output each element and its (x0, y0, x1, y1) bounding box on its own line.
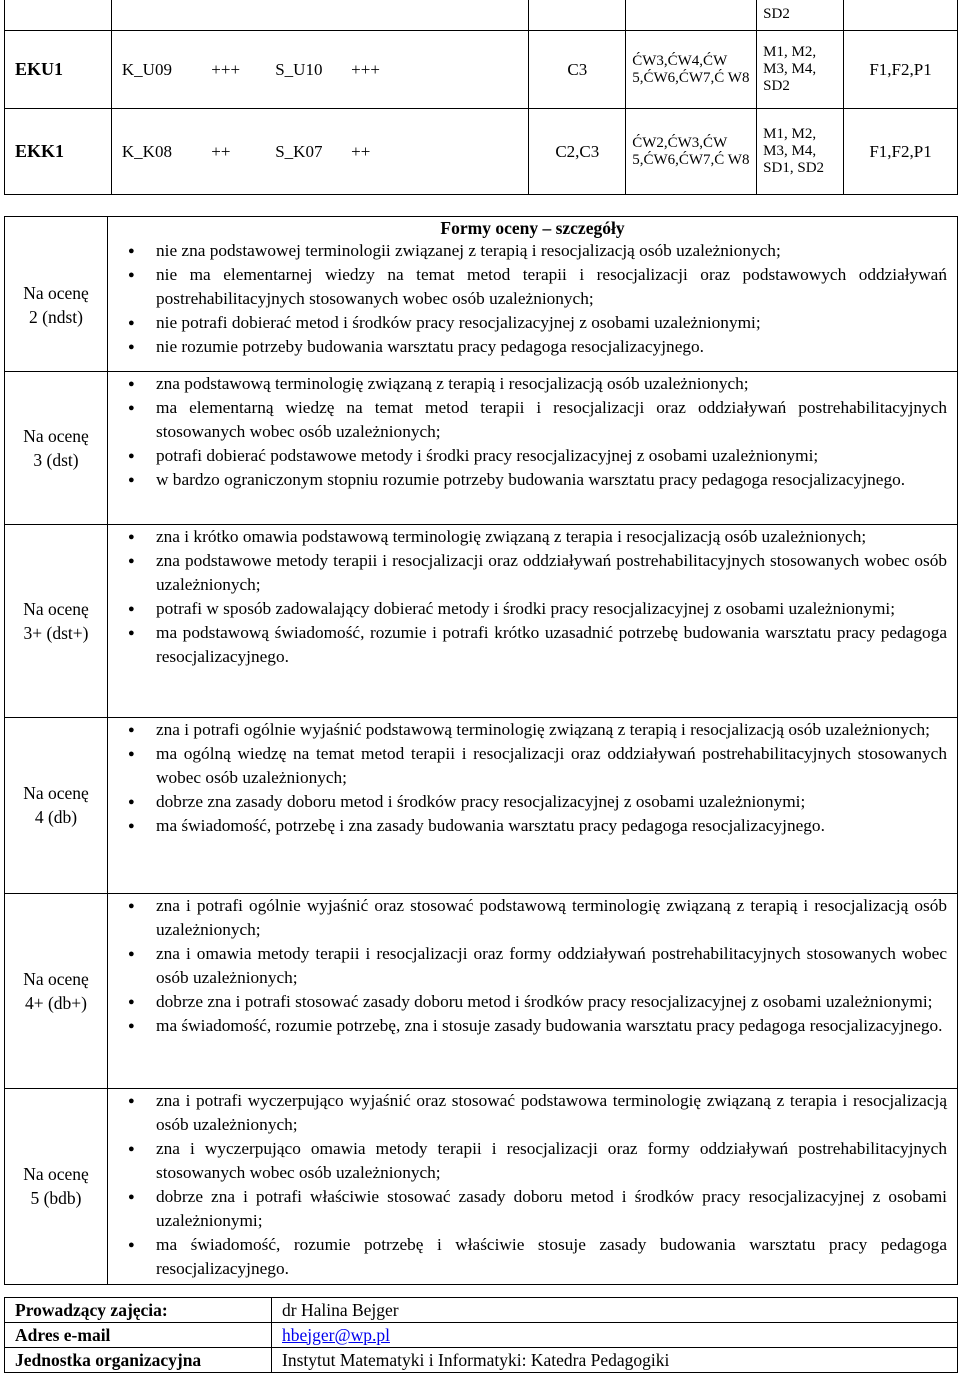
grade-value: 3+ (dst+) (23, 622, 89, 643)
criteria-list (128, 372, 947, 492)
grade-row (5, 717, 958, 893)
criteria-list (128, 1089, 947, 1281)
criteria-item: ● dobrze zna i potrafi właściwie stosować zasady doboru metod i środków pracy resocjalizacyjnej z osobami uzależnionymi; (128, 1185, 947, 1233)
content-cell: ĆW3,ĆW4,ĆW 5,ĆW6,ĆW7,Ć W8 (626, 31, 757, 109)
info-row-unit (5, 1348, 958, 1373)
criteria-item: ● w bardzo ograniczonym stopniu rozumie potrzeby budowania warsztatu pracy pedagoga resocjalizacyjnego. (128, 468, 947, 492)
course-info-table (4, 1297, 958, 1373)
grade-row (5, 524, 958, 717)
methods-cell: M1, M2, M3, M4, SD1, SD2 (757, 109, 844, 195)
criteria-item: ● potrafi w sposób zadowalający dobierać metody i środki pracy resocjalizacyjnej z osobami uzależnionymi; (128, 597, 947, 621)
grade-label-cell (5, 893, 108, 1088)
area-outcome-mark: +++ (351, 31, 529, 109)
email-label: Adres e-mail (5, 1323, 272, 1348)
criteria-item: ● zna i wyczerpująco omawia metody terapii i resocjalizacji oraz formy oddziaływań postrehabilitacyjnych stosowanych wobec osób uzależnionych; (128, 1137, 947, 1185)
criteria-list (128, 894, 947, 1038)
email-link[interactable]: hbejger@wp.pl (282, 1324, 390, 1345)
criteria-item: ● dobrze zna zasady doboru metod i środków pracy resocjalizacyjnej z osobami uzależnionymi; (128, 790, 947, 814)
lecturer-value: dr Halina Bejger (272, 1298, 958, 1323)
grade-value: 4+ (db+) (24, 992, 88, 1013)
grade-label: Na ocenę (23, 425, 89, 446)
grades-header: Formy oceny – szczegóły (108, 217, 958, 240)
grade-label: Na ocenę (23, 968, 89, 989)
criteria-list (128, 525, 947, 669)
grade-row (5, 371, 958, 524)
grading-criteria-table (4, 216, 958, 1285)
grade-label: Na ocenę (23, 598, 89, 619)
table-row-partial (5, 0, 958, 31)
grade-row (5, 239, 958, 371)
outcome-code: EKK1 (5, 109, 112, 195)
criteria-cell (108, 524, 958, 717)
criteria-item: ● ma ogólną wiedzę na temat metod terapii i resocjalizacji oraz oddziaływań postrehabilitacyjnych stosowanych wobec osób uzależnionych; (128, 742, 947, 790)
grade-label-cell (5, 239, 108, 371)
field-outcome-mark: ++ (211, 109, 275, 195)
goal-cell: C3 (529, 31, 626, 109)
criteria-cell (108, 1088, 958, 1284)
criteria-item: ● zna podstawową terminologię związaną z terapią i resocjalizacją osób uzależnionych; (128, 372, 947, 396)
criteria-item: ● zna i potrafi ogólnie wyjaśnić oraz stosować podstawową terminologię związaną z terapią i resocjalizacją osób uzależnionych; (128, 894, 947, 942)
unit-value: Instytut Matematyki i Informatyki: Katedra Pedagogiki (272, 1348, 958, 1373)
grade-value: 4 (db) (34, 807, 78, 827)
unit-label: Jednostka organizacyjna (5, 1348, 272, 1373)
area-outcome: S_K07 (275, 109, 351, 195)
criteria-cell (108, 239, 958, 371)
grade-label-cell (5, 1088, 108, 1284)
criteria-item: ● ma świadomość, potrzebę i zna zasady budowania warsztatu pracy pedagoga resocjalizacyjnego. (128, 814, 947, 838)
criteria-item: ● ma świadomość, rozumie potrzebę i właściwie stosuje zasady budowania warsztatu pracy pedagoga resocjalizacyjnego. (128, 1233, 947, 1281)
table-row (5, 31, 958, 109)
grade-value: 2 (ndst) (29, 306, 83, 327)
assessment-cell: F1,F2,P1 (844, 109, 958, 195)
assessment-cell: F1,F2,P1 (844, 31, 958, 109)
criteria-list (128, 239, 947, 359)
grade-label: Na ocenę (23, 783, 89, 803)
grade-row (5, 893, 958, 1088)
criteria-item: ● zna i potrafi wyczerpująco wyjaśnić oraz stosować podstawowa terminologię związaną z terapia i resocjalizacją osób uzależnionych; (128, 1089, 947, 1137)
grade-value: 5 (bdb) (30, 1188, 82, 1208)
criteria-item: ● zna i potrafi ogólnie wyjaśnić podstawową terminologię związaną z terapią i resocjalizacją osób uzależnionych; (128, 718, 947, 742)
info-row-email (5, 1323, 958, 1348)
grade-label: Na ocenę (23, 282, 89, 303)
grade-value: 3 (dst) (33, 449, 79, 470)
grade-label-cell (5, 717, 108, 893)
criteria-item: ● zna i krótko omawia podstawową terminologię związaną z terapia i resocjalizacją osób uzależnionych; (128, 525, 947, 549)
criteria-cell (108, 717, 958, 893)
field-outcome: K_K08 (111, 109, 211, 195)
grade-label-cell (5, 371, 108, 524)
grade-label: Na ocenę (23, 1164, 89, 1184)
criteria-item: ● nie rozumie potrzeby budowania warsztatu pracy pedagoga resocjalizacyjnego. (128, 335, 947, 359)
content-cell: ĆW2,ĆW3,ĆW 5,ĆW6,ĆW7,Ć W8 (626, 109, 757, 195)
table-row (5, 109, 958, 195)
outcome-code: EKU1 (5, 31, 112, 109)
criteria-item: ● zna podstawowe metody terapii i resocjalizacji oraz oddziaływań postrehabilitacyjnych stosowanych wobec osób uzależnionych; (128, 549, 947, 597)
criteria-list (128, 718, 947, 838)
methods-cell: SD2 (757, 0, 844, 31)
criteria-item: ● potrafi dobierać podstawowe metody i środki pracy resocjalizacyjnej z osobami uzależnionymi; (128, 444, 947, 468)
criteria-item: ● nie zna podstawowej terminologii związanej z terapią i resocjalizacją osób uzależnionych; (128, 239, 947, 263)
learning-outcomes-table (4, 0, 958, 195)
lecturer-label: Prowadzący zajęcia: (5, 1298, 272, 1323)
info-row-lecturer (5, 1298, 958, 1323)
grades-header-row (5, 217, 958, 240)
criteria-cell (108, 893, 958, 1088)
field-outcome-mark: +++ (211, 31, 275, 109)
grade-label-cell (5, 524, 108, 717)
criteria-item: ● ma podstawową świadomość, rozumie i potrafi krótko uzasadnić potrzebę budowania warsztatu pracy pedagoga resocjalizacyjnego. (128, 621, 947, 669)
criteria-item: ● ma elementarną wiedzę na temat metod terapii i resocjalizacji oraz oddziaływań postrehabilitacyjnych stosowanych wobec osób uzależnionych; (128, 396, 947, 444)
area-outcome-mark: ++ (351, 109, 529, 195)
methods-cell: M1, M2, M3, M4, SD2 (757, 31, 844, 109)
area-outcome: S_U10 (275, 31, 351, 109)
criteria-item: ● dobrze zna i potrafi stosować zasady doboru metod i środków pracy resocjalizacyjnej z osobami uzależnionymi; (128, 990, 947, 1014)
criteria-item: ● nie ma elementarnej wiedzy na temat metod terapii i resocjalizacji oraz podstawowych oddziaływań postrehabilitacyjnych stosowanych wobec osób uzależnionych; (128, 263, 947, 311)
criteria-item: ● nie potrafi dobierać metod i środków pracy resocjalizacyjnej z osobami uzależnionymi; (128, 311, 947, 335)
criteria-item: ● zna i omawia metody terapii i resocjalizacji oraz formy oddziaływań postrehabilitacyjnych stosowanych wobec osób uzależnionych; (128, 942, 947, 990)
field-outcome: K_U09 (111, 31, 211, 109)
criteria-cell (108, 371, 958, 524)
grade-row (5, 1088, 958, 1284)
criteria-item: ● ma świadomość, rozumie potrzebę, zna i stosuje zasady budowania warsztatu pracy pedagoga resocjalizacyjnego. (128, 1014, 947, 1038)
goal-cell: C2,C3 (529, 109, 626, 195)
